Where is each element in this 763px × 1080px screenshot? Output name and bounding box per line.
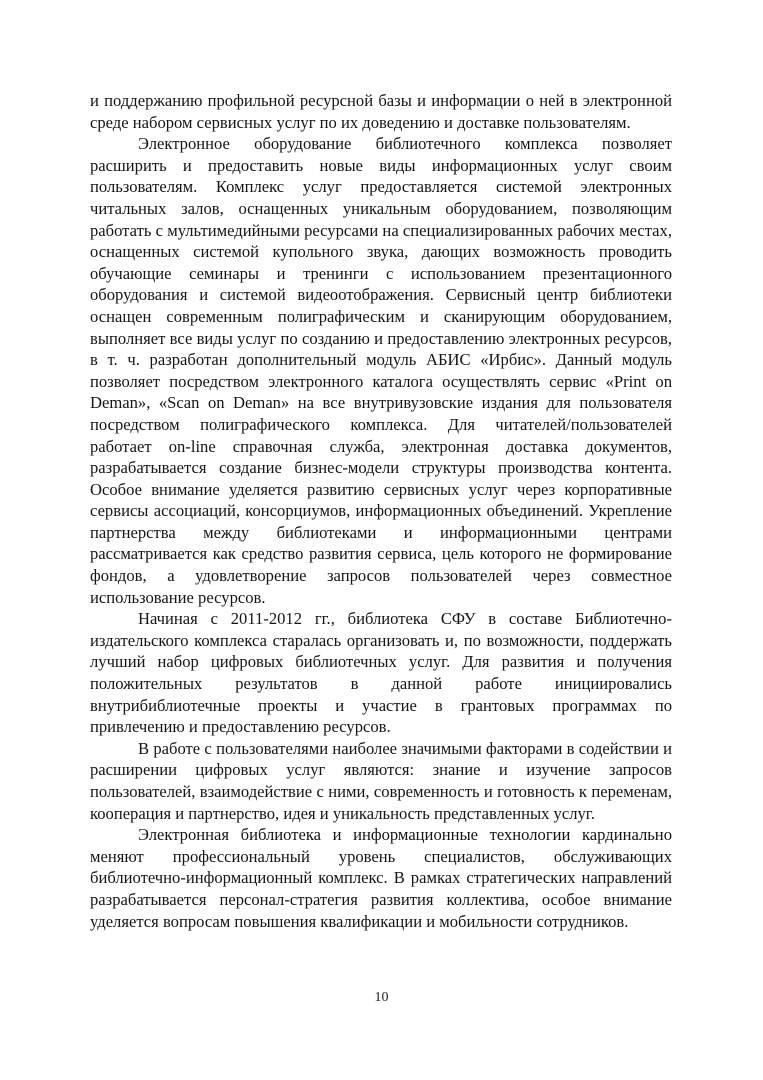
document-body bbox=[90, 90, 672, 932]
paragraph-staff-strategy: Электронная библиотека и информационные технологии кардинально меняют профессиональный уровень специалистов, обслуживающих библиотечно-информационный комплекс. В рамках стратегических направлений разрабатывается персонал-стратегия развития коллектива, особое внимание уделяется вопросам повышения квалификации и мобильности сотрудников. bbox=[90, 825, 672, 931]
paragraph-user-factors: В работе с пользователями наиболее значимыми факторами в содействии и расширении цифровых услуг являются: знание и изучение запросов пользователей, взаимодействие с ними, современность и готовность к переменам, кооперация и партнерство, идея и уникальность представленных услуг. bbox=[90, 738, 672, 823]
paragraph-continuation: и поддержанию профильной ресурсной базы и информации о ней в электронной среде набором сервисных услуг по их доведению и доставке пользователям. bbox=[90, 91, 672, 132]
page-number: 10 bbox=[374, 990, 389, 1005]
paragraph-equipment-services: Электронное оборудование библиотечного комплекса позволяет расширить и предоставить новые виды информационных услуг своим пользователям. Комплекс услуг предоставляется системой электронных читальных залов, оснащенных уникальным оборудованием, позволяющим работать с мультимедийными ресурсами на специализированных рабочих местах, оснащенных системой купольного звука, дающих возможность проводить обучающие семинары и тренинги с использованием презентационного оборудования и системой видеоотображения. Сервисный центр библиотеки оснащен современным полиграфическим и сканирующим оборудованием, выполняет все виды услуг по созданию и предоставлению электронных ресурсов, в т. ч. разработан дополнительный модуль АБИС «Ирбис». Данный модуль позволяет посредством электронного каталога осуществлять сервис «Print on Deman», «Scan on Deman» на все внутривузовские издания для пользователя посредством полиграфического комплекса. Для читателей/пользователей работает on-line справочная служба, электронная доставка документов, разрабатывается создание бизнес-модели структуры производства контента. Особое внимание уделяется развитию сервисных услуг через корпоративные сервисы ассоциаций, консорциумов, информационных объединений. Укрепление партнерства между библиотеками и информационными центрами рассматривается как средство развития сервиса, цель которого не формирование фондов, а удовлетворение запросов пользователей через совместное использование ресурсов. bbox=[90, 134, 672, 607]
paragraph-sfu-library: Начиная с 2011-2012 гг., библиотека СФУ в составе Библиотечно-издательского комплекса старалась организовать и, по возможности, поддержать лучший набор цифровых библиотечных услуг. Для развития и получения положительных результатов в данной работе инициировались внутрибиблиотечные проекты и участие в грантовых программах по привлечению и предоставлению ресурсов. bbox=[90, 609, 672, 737]
